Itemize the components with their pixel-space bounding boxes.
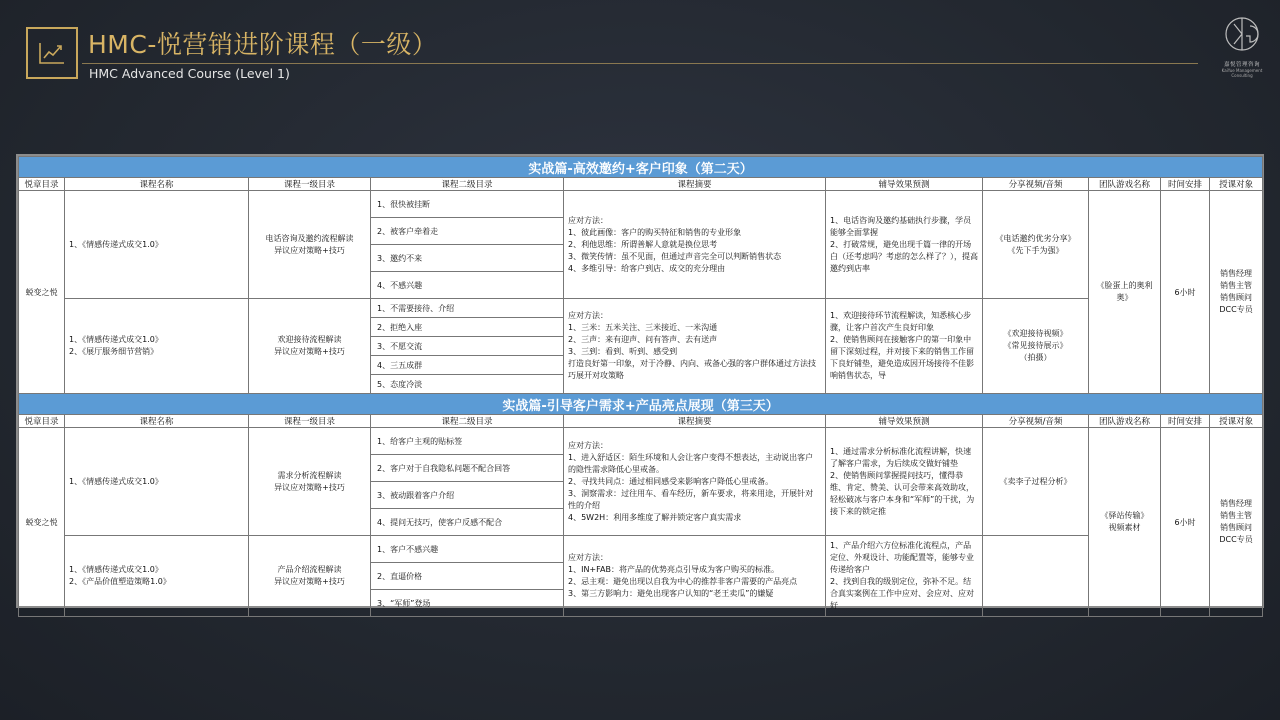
level2-item: 1、很快被挂断 bbox=[371, 191, 564, 218]
level1-cell: 需求分析流程解读 异议应对策略+技巧 bbox=[249, 428, 371, 536]
table-row bbox=[19, 299, 1263, 318]
col-header: 时间安排 bbox=[1161, 178, 1210, 191]
section-banner: 实战篇-高效邀约+客户印象（第二天） bbox=[19, 157, 1263, 178]
level2-item: 5、态度冷淡 bbox=[371, 375, 564, 394]
level2-item: 3、邀约不来 bbox=[371, 245, 564, 272]
video-cell: 《欢迎接待视频》 《常见接待展示》 （拍摄） bbox=[983, 299, 1089, 394]
course-table bbox=[18, 156, 1263, 617]
level2-item: 4、不感兴趣 bbox=[371, 272, 564, 299]
time-cell: 6小时 bbox=[1161, 191, 1210, 394]
level1-cell: 产品介绍流程解读 异议应对策略+技巧 bbox=[249, 536, 371, 617]
section-banner: 实战篇-引导客户需求+产品亮点展现（第三天） bbox=[19, 394, 1263, 415]
col-header: 课程名称 bbox=[65, 415, 249, 428]
brand-logo bbox=[1212, 14, 1272, 78]
col-header: 分享视频/音频 bbox=[983, 415, 1089, 428]
level2-item: 2、被客户牵着走 bbox=[371, 218, 564, 245]
level2-item: 3、被动跟着客户介绍 bbox=[371, 482, 564, 509]
chapter-cell: 蜕变之悦 bbox=[19, 428, 65, 617]
col-header: 授课对象 bbox=[1210, 178, 1263, 191]
level2-item: 2、拒绝入座 bbox=[371, 318, 564, 337]
col-header: 课程摘要 bbox=[564, 178, 826, 191]
page-subtitle: HMC Advanced Course (Level 1) bbox=[89, 66, 290, 81]
col-header: 悦章目录 bbox=[19, 415, 65, 428]
effect-cell: 1、通过需求分析标准化流程讲解，快速了解客户需求，为后续成交做好铺垫 2、使销售顾问掌握提问技巧，懂得恭维、肯定、赞美、认可会带来高效助攻，轻松破冰与客户本身和“军师”的干扰，为接下来的锁定推 bbox=[826, 428, 983, 536]
level1-cell: 欢迎接待流程解读 异议应对策略+技巧 bbox=[249, 299, 371, 394]
level2-item: 1、给客户主观的贴标签 bbox=[371, 428, 564, 455]
level2-item: 4、提问无技巧，使客户反感不配合 bbox=[371, 509, 564, 536]
header-row bbox=[19, 415, 1263, 428]
col-header: 课程摘要 bbox=[564, 415, 826, 428]
col-header: 团队游戏名称 bbox=[1089, 415, 1161, 428]
col-header: 课程二级目录 bbox=[371, 178, 564, 191]
level2-item: 2、客户对于自我隐私问题不配合回答 bbox=[371, 455, 564, 482]
table-row bbox=[19, 536, 1263, 563]
level2-item: 1、不需要接待、介绍 bbox=[371, 299, 564, 318]
col-header: 分享视频/音频 bbox=[983, 178, 1089, 191]
audience-cell: 销售经理 销售主管 销售顾问 DCC专员 bbox=[1210, 428, 1263, 617]
col-header: 课程二级目录 bbox=[371, 415, 564, 428]
table-row bbox=[19, 428, 1263, 455]
summary-cell: 应对方法： 1、三米：五米关注、三米接近、一米沟通 2、三声：来有迎声、问有答声、去有送声 3、三到：看到、听到、感受到 打造良好第一印象，对于冷静、内向、戒备心强的客户群体通过方法技巧展开对攻策略 bbox=[564, 299, 826, 394]
table-row bbox=[19, 191, 1263, 218]
video-cell: 《卖李子过程分析》 bbox=[983, 428, 1089, 536]
game-cell: 《脸蛋上的奥利奥》 bbox=[1089, 191, 1161, 394]
course-cell: 1、《情感传递式成交1.0》 2、《展厅服务细节营销》 bbox=[65, 299, 249, 394]
col-header: 授课对象 bbox=[1210, 415, 1263, 428]
level2-item: 4、三五成群 bbox=[371, 356, 564, 375]
page-title: HMC-悦营销进阶课程（一级） bbox=[88, 30, 438, 59]
col-header: 辅导效果预测 bbox=[826, 415, 983, 428]
summary-cell: 应对方法： 1、彼此画像：客户的购买特征和销售的专业形象 2、利他思维：所谓善解人意就是换位思考 3、微笑传情：虽不见面，但通过声音完全可以判断销售状态 4、多维引导：给客户到店、成交的充分理由 bbox=[564, 191, 826, 299]
col-header: 悦章目录 bbox=[19, 178, 65, 191]
header-row bbox=[19, 178, 1263, 191]
col-header: 时间安排 bbox=[1161, 415, 1210, 428]
effect-cell: 1、欢迎接待环节流程解读，知悉核心步骤，让客户首次产生良好印象 2、使销售顾问在接触客户的第一印象中留下深刻过程，并对接下来的销售工作留下良好铺垫，避免造成因开场接待不佳影响销售状态，导 bbox=[826, 299, 983, 394]
logo-box bbox=[26, 27, 78, 79]
summary-cell: 应对方法： 1、进入舒适区：陌生环境和人会让客户变得不想表达，主动说出客户的隐性需求降低心里戒备。 2、寻找共同点：通过相同感受来影响客户降低心里戒备。 3、洞察需求：过往用车、看车经历，新车要求，将来用途，开展针对性的介绍 4、5W2H：利用多维度了解并锁定客户真实需求 bbox=[564, 428, 826, 536]
level1-cell: 电话咨询及邀约流程解读 异议应对策略+技巧 bbox=[249, 191, 371, 299]
col-header: 课程一级目录 bbox=[249, 178, 371, 191]
course-cell: 1、《情感传递式成交1.0》 bbox=[65, 191, 249, 299]
col-header: 课程名称 bbox=[65, 178, 249, 191]
level2-item: 3、不愿交流 bbox=[371, 337, 564, 356]
level2-item: 3、“军师”登场 bbox=[371, 590, 564, 617]
video-cell-empty bbox=[983, 536, 1089, 617]
chart-trend-icon bbox=[38, 41, 66, 65]
col-header: 团队游戏名称 bbox=[1089, 178, 1161, 191]
course-cell: 1、《情感传递式成交1.0》 2、《产品价值塑造策略1.0》 bbox=[65, 536, 249, 617]
title-divider bbox=[82, 63, 1198, 64]
course-cell: 1、《情感传递式成交1.0》 bbox=[65, 428, 249, 536]
col-header: 课程一级目录 bbox=[249, 415, 371, 428]
game-cell: 《驿站传输》 视频素材 bbox=[1089, 428, 1161, 617]
time-cell: 6小时 bbox=[1161, 428, 1210, 617]
brand-emblem-icon bbox=[1222, 14, 1262, 54]
chapter-cell: 蜕变之悦 bbox=[19, 191, 65, 394]
audience-cell: 销售经理 销售主管 销售顾问 DCC专员 bbox=[1210, 191, 1263, 394]
effect-cell: 1、产品介绍六方位标准化流程点，产品定位、外观设计、功能配置等，能够专业传递给客户 2、找到自我的级别定位，弥补不足。结合真实案例在工作中应对、会应对、应对好 bbox=[826, 536, 983, 617]
effect-cell: 1、电话咨询及邀约基础执行步骤，学员能够全面掌握 2、打破常规，避免出现千篇一律的开场白（还考虑吗？考虑的怎么样了？），提高邀约到店率 bbox=[826, 191, 983, 299]
brand-english: KaiYue Management Consulting bbox=[1221, 68, 1263, 78]
brand-name: 嘉悦管理咨询 bbox=[1223, 62, 1260, 68]
course-table-sheet bbox=[16, 154, 1264, 608]
summary-cell: 应对方法： 1、IN+FAB：将产品的优势亮点引导成为客户购买的标准。 2、忌主观：避免出现以自我为中心的推荐非客户需要的产品亮点 3、第三方影响力：避免出现客户认知的“老王卖瓜”的嫌疑 bbox=[564, 536, 826, 617]
col-header: 辅导效果预测 bbox=[826, 178, 983, 191]
video-cell: 《电话邀约优劣分享》 《先下手为强》 bbox=[983, 191, 1089, 299]
level2-item: 2、直逼价格 bbox=[371, 563, 564, 590]
level2-item: 1、客户不感兴趣 bbox=[371, 536, 564, 563]
